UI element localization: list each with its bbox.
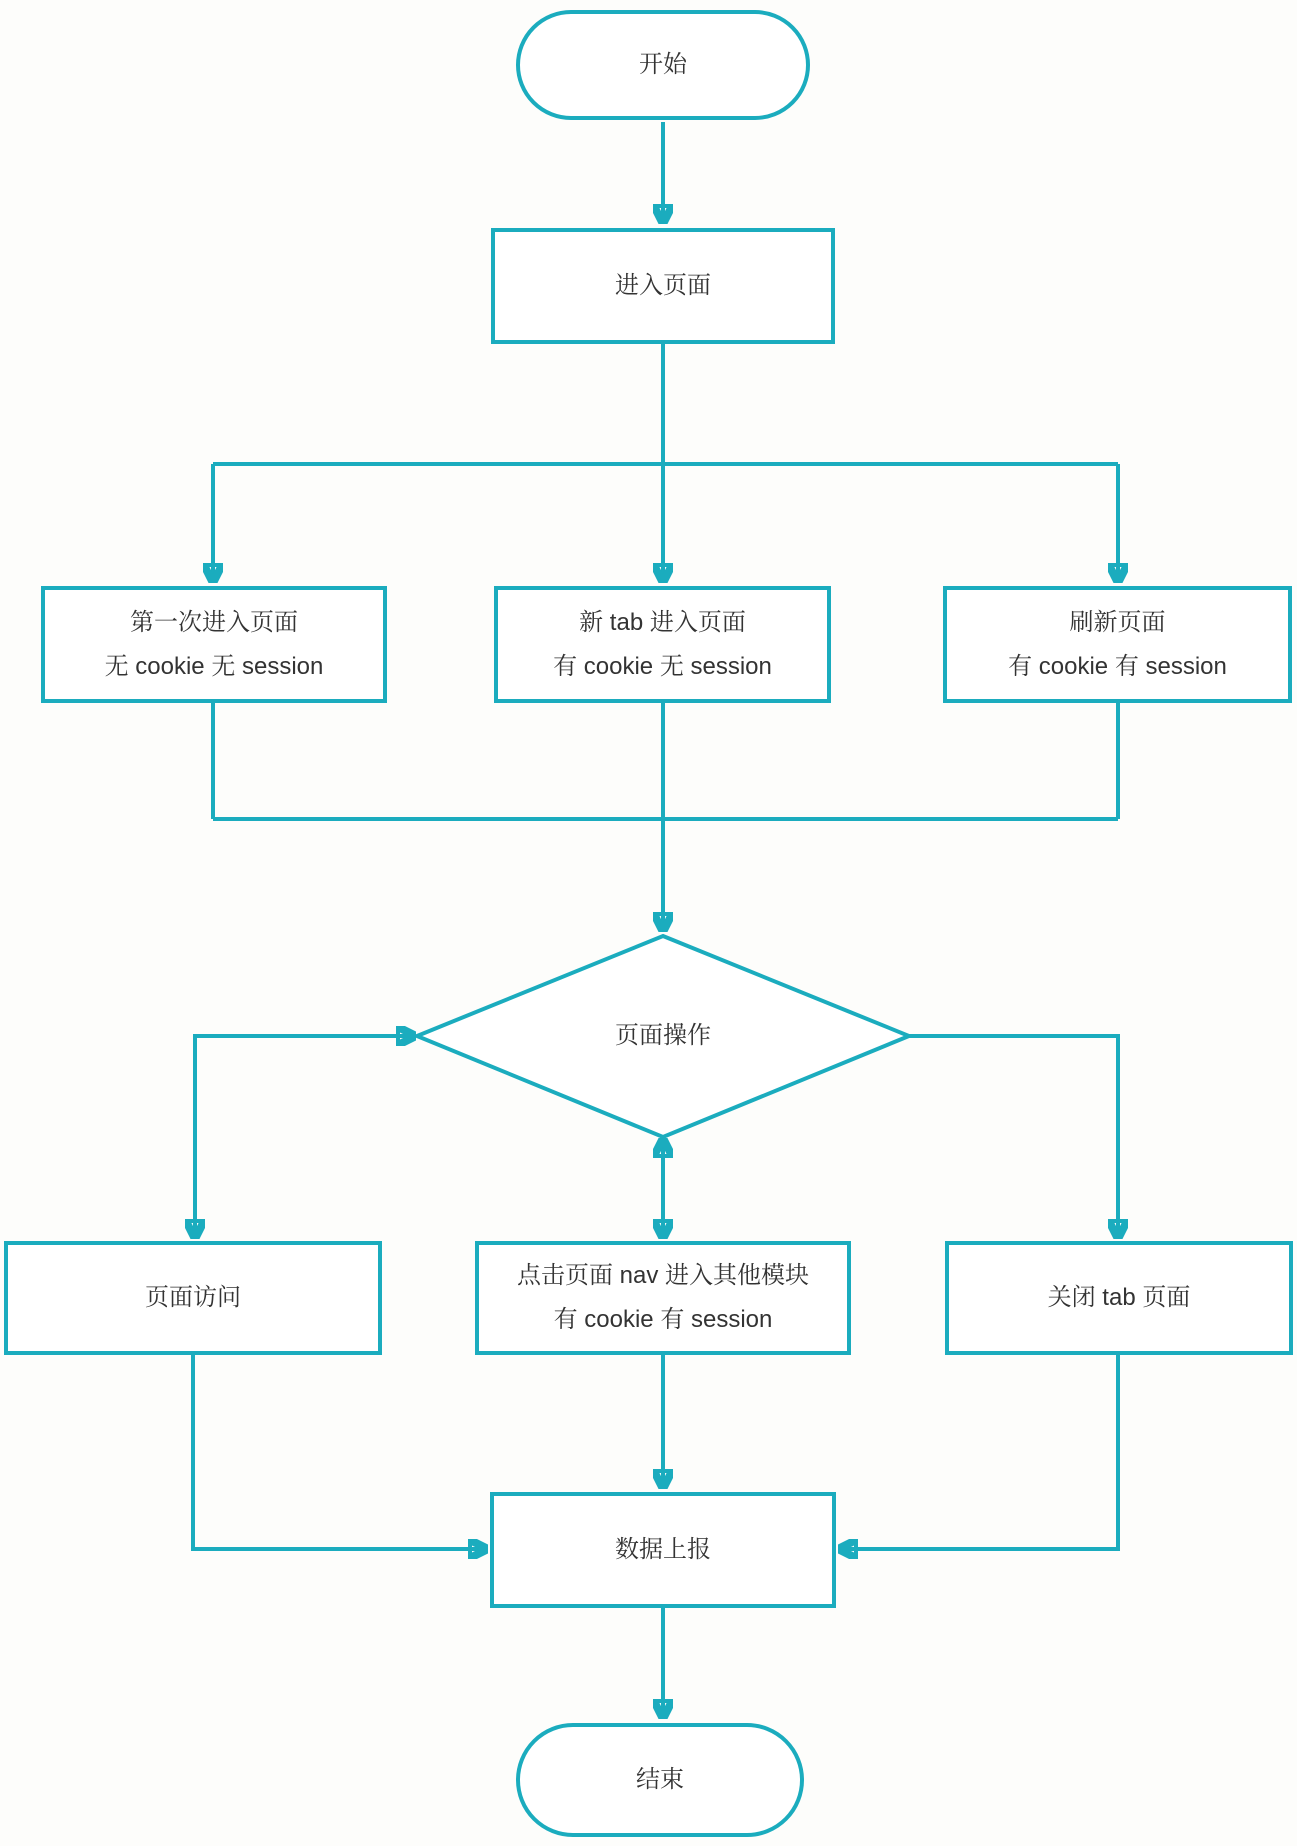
edge-page-action-close-tab	[909, 1036, 1118, 1236]
first-visit-line2: 无 cookie 无 session	[104, 652, 324, 680]
page-visit-label: 页面访问	[145, 1284, 241, 1311]
enter-page-label: 进入页面	[615, 272, 711, 299]
page-action-label: 页面操作	[615, 1022, 711, 1049]
nav-click-node	[475, 1241, 851, 1355]
new-tab-node	[494, 586, 831, 703]
page-visit-node	[4, 1241, 382, 1355]
close-tab-node	[945, 1241, 1293, 1355]
refresh-node	[943, 586, 1292, 703]
data-report-node	[490, 1492, 836, 1608]
edge-page-action-page-visit	[195, 1036, 413, 1236]
data-report-label: 数据上报	[615, 1536, 711, 1563]
end-label: 结束	[636, 1766, 684, 1793]
first-visit-node	[41, 586, 387, 703]
edge-page-visit-to-data-report	[193, 1355, 485, 1549]
start-node	[516, 10, 810, 120]
new-tab-line2: 有 cookie 无 session	[553, 652, 772, 680]
new-tab-line1: 新 tab 进入页面	[579, 608, 746, 636]
refresh-line1: 刷新页面	[1069, 608, 1166, 636]
close-tab-label: 关闭 tab 页面	[1047, 1284, 1191, 1311]
start-label: 开始	[639, 51, 687, 78]
enter-page-node	[491, 228, 835, 344]
end-node	[516, 1723, 804, 1837]
refresh-line2: 有 cookie 有 session	[1008, 652, 1227, 680]
nav-click-line2: 有 cookie 有 session	[553, 1306, 773, 1333]
edge-close-tab-to-data-report	[841, 1355, 1118, 1549]
first-visit-line1: 第一次进入页面	[130, 608, 298, 636]
nav-click-line1: 点击页面 nav 进入其他模块	[516, 1262, 810, 1289]
